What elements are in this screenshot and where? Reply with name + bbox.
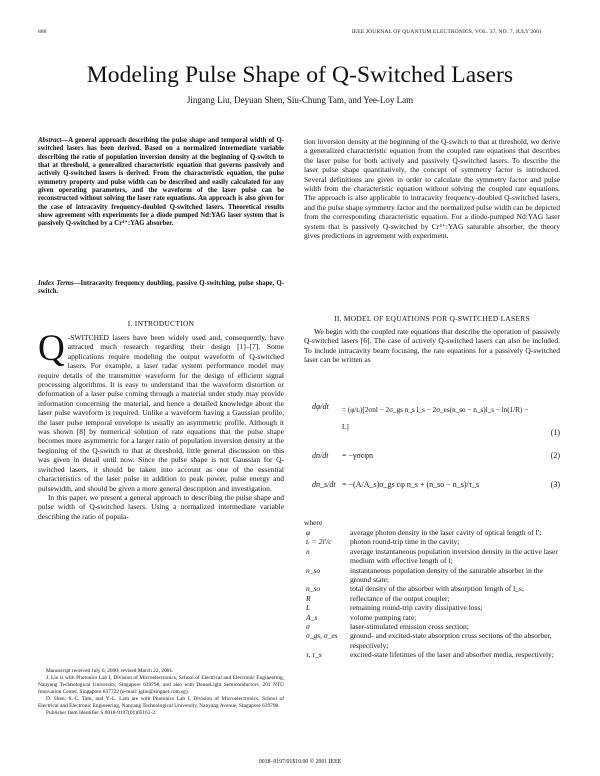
equation-1-lhs: dφ/dt (312, 402, 329, 411)
definition-item: σ laser-stimulated emission cross section; (306, 622, 469, 632)
model-paragraph: We begin with the coupled rate equations that describe the operation of passively Q-switched lasers [6]. The case of actively Q-switched lasers can also be included. To include intracavity beam focusing, the rate equations for a passively Q-switched laser can be written as (304, 327, 560, 365)
intro-paragraph-2: In this paper, we present a general approach to describing the pulse shape and pulse width of Q-switched lasers. Using a normalized intermediate variable describing the ratio of popula- (38, 492, 284, 521)
definition-item: tᵣ = 2l′/c photon round-trip time in the cavity; (306, 537, 460, 547)
paper-title: Modeling Pulse Shape of Q-Switched Lasers (86, 62, 514, 88)
equation-2 (304, 448, 560, 466)
section-heading-introduction: I. INTRODUCTION (127, 319, 195, 328)
definition-item: A_s volume pumping rate; (306, 612, 417, 622)
abstract (38, 137, 284, 229)
index-terms-lead: Index Terms (38, 280, 74, 287)
definition-item: τ, τ_s excited-state lifetimes of the laser and absorber media, respectively; (306, 650, 554, 660)
authors: Jingang Liu, Deyuan Shen, Siu-Chung Tam, and Yee-Loy Lam (186, 95, 414, 105)
definition-item: L remaining round-trip cavity dissipative loss; (306, 603, 483, 613)
equation-1-number: (1) (550, 428, 560, 437)
definition-item: n_so total density of the absorber with absorption length of l_s; (306, 584, 524, 594)
journal-header: IEEE JOURNAL OF QUANTUM ELECTRONICS, VOL. 37, NO. 7, JULY 2001 (351, 29, 542, 35)
equation-2-rhs: = −γσcφn (342, 451, 374, 460)
section-heading-model: II. MODEL OF EQUATIONS FOR Q-SWITCHED LASERS (334, 314, 530, 323)
equation-3 (304, 474, 560, 500)
equation-3-number: (3) (550, 480, 560, 489)
index-terms-text: —Intracavity frequency doubling, passive Q-switching, pulse shape, Q-switch. (38, 280, 284, 296)
definition-item: R reflectance of the output coupler; (306, 593, 450, 603)
definition-item: σ_gs, σ_es ground- and excited-state absorption cross sections of the absorber, respectively; (306, 631, 552, 650)
intro-paragraph-1: -SWITCHED lasers have been widely used and, consequently, have attracted much research regarding their design [1]–[7]. Some applications require modeling the output waveform of Q-switched lasers. For example, a laser radar system performance model may require details of the transmitter waveform for the design of efficient signal processing algorithms. It is easy to understand that the waveform distortion or deformation of a laser pulse coming through a material under study may provide information concerning the material, and hence a detailed knowledge about the laser pulse waveform is required. Unlike a waveform having a Gaussian profile, the laser pulse temporal envelope is usually an asymmetric profile. Although it was shown [8] by numerical solution of rate equations that the pulse shape becomes more asymmetric for a larger ratio of population inversion density at the beginning of the Q-switch to that at threshold, little general discussion on this was given in detail until now. Since the pulse shape is not Gaussian for Q-switched lasers, it should be taken into account as one of the essential characteristics of the laser pulse in addition to peak power, pulse energy and pulsewidth, and should be given a more general description and investigation. (38, 333, 284, 493)
equation-1-rhs: = (φ/tᵣ)[2σnl − 2σ_gs n_s l_s − 2σ_es(n_so − n_s)l_s − ln(1/R) − L] (342, 406, 529, 431)
equation-2-number: (2) (550, 451, 560, 460)
page-number: 888 (38, 29, 47, 35)
footnote-liu: J. Liu is with Photonics Lab I, Division of Microelectronics, School of Electrical and Electronic Engineering, Nanyang Technological University, Singapore 639798, and also with DenseLight Semiconductors, 201 NTU Innovation Center, Singapore 637722 (e-mail: jgliu@singnet.com.sg). (38, 675, 284, 695)
equation-1 (304, 398, 560, 442)
abstract-lead: Abstract (38, 137, 62, 144)
symbol-definitions (304, 528, 560, 660)
definition-item: n_so instantaneous population density of the saturable absorber in the ground state; (306, 565, 543, 585)
equation-3-lhs: dn_s/dt (312, 480, 336, 489)
where-label: where (304, 518, 323, 527)
abstract-text: —A general approach describing the pulse shape and temporal width of Q-switched lasers has been derived. Based on a normalized intermediate variable describing the ratio of population inversion density at the beginning of Q-switch to that at threshold, a generalized characteristic equation that governs passively and actively Q-switched lasers is derived. From the characteristic equation, the pulse symmetry property and pulse width can be described and easily calculated for any given operating parameters, and the waveform of the laser pulse can be reconstructed without solving the laser rate equations. An approach is also given for the case of intracavity frequency-doubled Q-switched lasers. Theoretical results show agreement with experiments for a diode pumped Nd:YAG laser system that is passively Q-switched by a Cr⁴⁺:YAG absorber. (38, 137, 284, 228)
footnote-received: Manuscript received July 6, 2000; revised March 22, 2001. (46, 668, 174, 674)
definition-item: n average instantaneous population inversion density in the active laser medium with effective length of l; (306, 546, 558, 566)
equation-2-lhs: dn/dt (312, 451, 329, 460)
equation-3-rhs: = −(A/A_s)σ_gs cφ n_s + (n_so − n_s)/τ_s (342, 480, 480, 489)
footnote-shen: D. Shen, S.-C. Tam, and Y.-L. Lam are with Photonics Lab I, Division of Microelectronics, School of Electrical and Electronic Engineering, Nanyang Technological University, Nanyang Avenue, Singapore 639798. (38, 696, 284, 709)
dropcap: Q (38, 328, 65, 369)
index-terms (38, 280, 284, 297)
footnote-identifier: Publisher Item Identifier S 0018-9197(01)05161-2. (46, 710, 157, 716)
right-intro-text: tion inversion density at the beginning of the Q-switch to that at threshold, we derive a generalized characteristic equation from the coupled rate equations that describes the laser pulse for both actively and passively Q-switched lasers. To describe the laser pulse shape quantitatively, the concept of symmetry factor is introduced. Several definitions are given in order to calculate the symmetry factor and pulse width from the characteristic equation without solving the coupled rate equations. The approach is also applicable to intracavity frequency-doubled Q-switched lasers, and the pulse shape symmetry factor and the normalized pulse width can be depicted from the corresponding characteristic equation. For a diode-pumped Nd:YAG laser system that is passively Q-switched by Cr⁴⁺:YAG saturable absorber, the theory gives predictions in agreement with experiment. (304, 137, 560, 241)
footnotes (38, 668, 284, 717)
introduction-body (38, 328, 284, 521)
copyright-footer: 0018–9197/01$10.00 © 2001 IEEE (258, 759, 342, 765)
definition-item: φ average photon density in the laser cavity of optical length of l′; (306, 528, 542, 537)
